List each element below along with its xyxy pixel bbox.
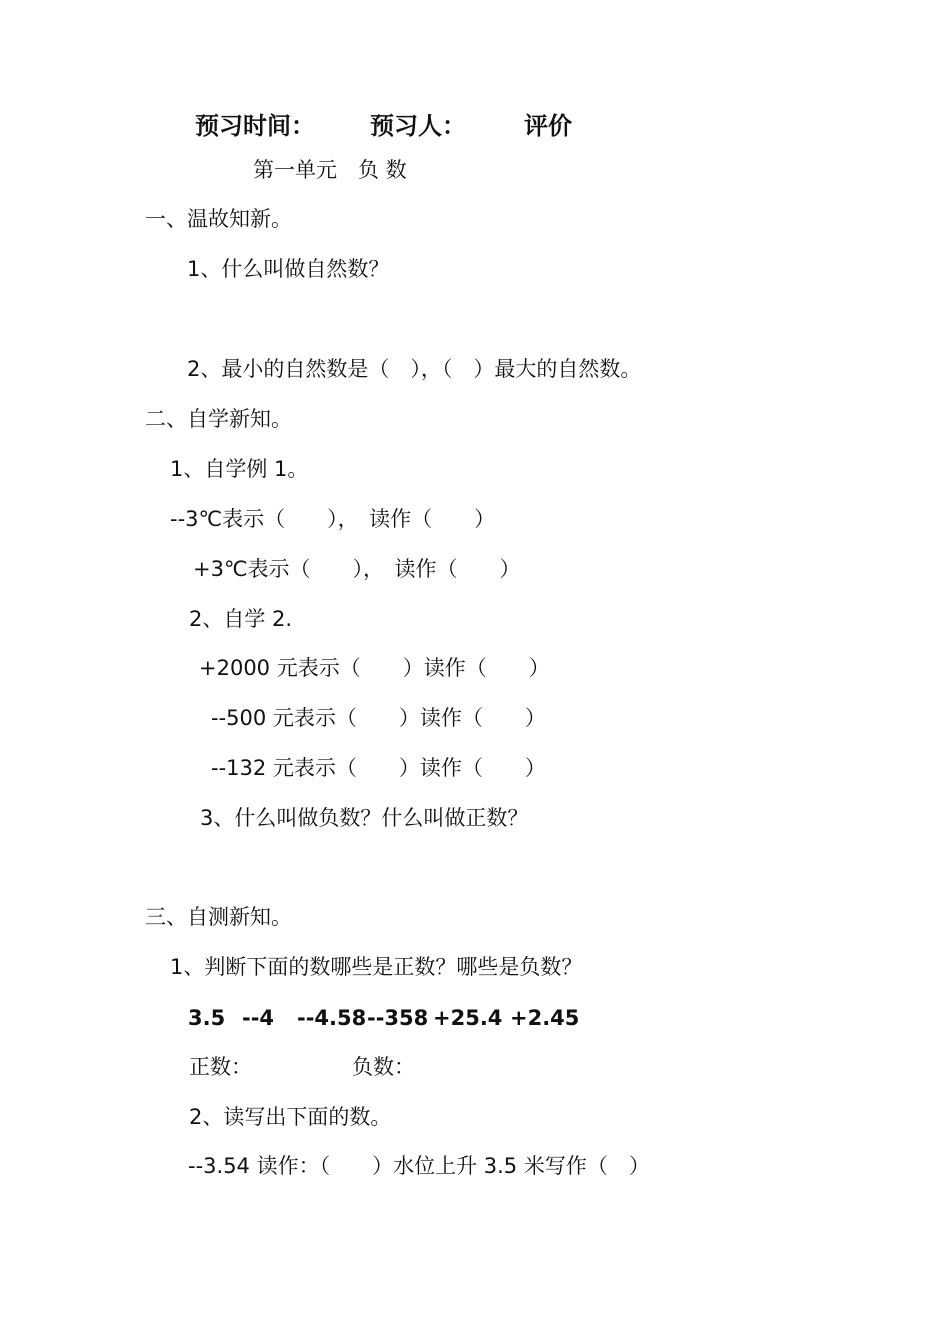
line-500: --500 元表示（ ）读作（ ） (211, 706, 546, 730)
negative-label: 负数： (352, 1055, 415, 1079)
section2-ex1-title: 1、自学例 1。 (170, 457, 309, 481)
number-item: +2.45 (510, 1006, 580, 1030)
section1-q2: 2、最小的自然数是（ ），（ ）最大的自然数。 (187, 357, 642, 381)
line-2000: +2000 元表示（ ）读作（ ） (199, 656, 550, 680)
positive-label: 正数： (189, 1055, 252, 1079)
line-last: --3.54 读作：（ ）水位上升 3.5 米写作（ ） (188, 1154, 650, 1178)
line-minus3: --3℃表示（ ）， 读作（ ） (170, 507, 496, 531)
preview-time-label: 预习时间： (195, 112, 315, 140)
line-plus3: +3℃表示（ ）， 读作（ ） (193, 557, 521, 581)
number-item: +25.4 (433, 1006, 503, 1030)
section3-q2: 2、读写出下面的数。 (189, 1105, 392, 1129)
section1-title: 一、温故知新。 (145, 207, 292, 231)
section3-q1: 1、判断下面的数哪些是正数？哪些是负数？ (170, 955, 583, 979)
section2-ex2-title: 2、自学 2. (189, 607, 293, 631)
line-132: --132 元表示（ ）读作（ ） (211, 756, 546, 780)
section1-q1: 1、什么叫做自然数？ (187, 257, 390, 281)
unit-title: 第一单元 负 数 (253, 158, 407, 182)
section2-q3: 3、什么叫做负数？什么叫做正数？ (200, 806, 529, 830)
preview-person-label: 预习人： (370, 112, 466, 140)
number-item: --4.58 (297, 1006, 367, 1030)
number-item: --4 (242, 1006, 275, 1030)
section3-title: 三、自测新知。 (145, 905, 292, 929)
evaluation-label: 评价 (524, 112, 572, 140)
number-item: 3.5 (188, 1006, 226, 1030)
number-item: --358 (367, 1006, 429, 1030)
section2-title: 二、自学新知。 (145, 407, 292, 431)
